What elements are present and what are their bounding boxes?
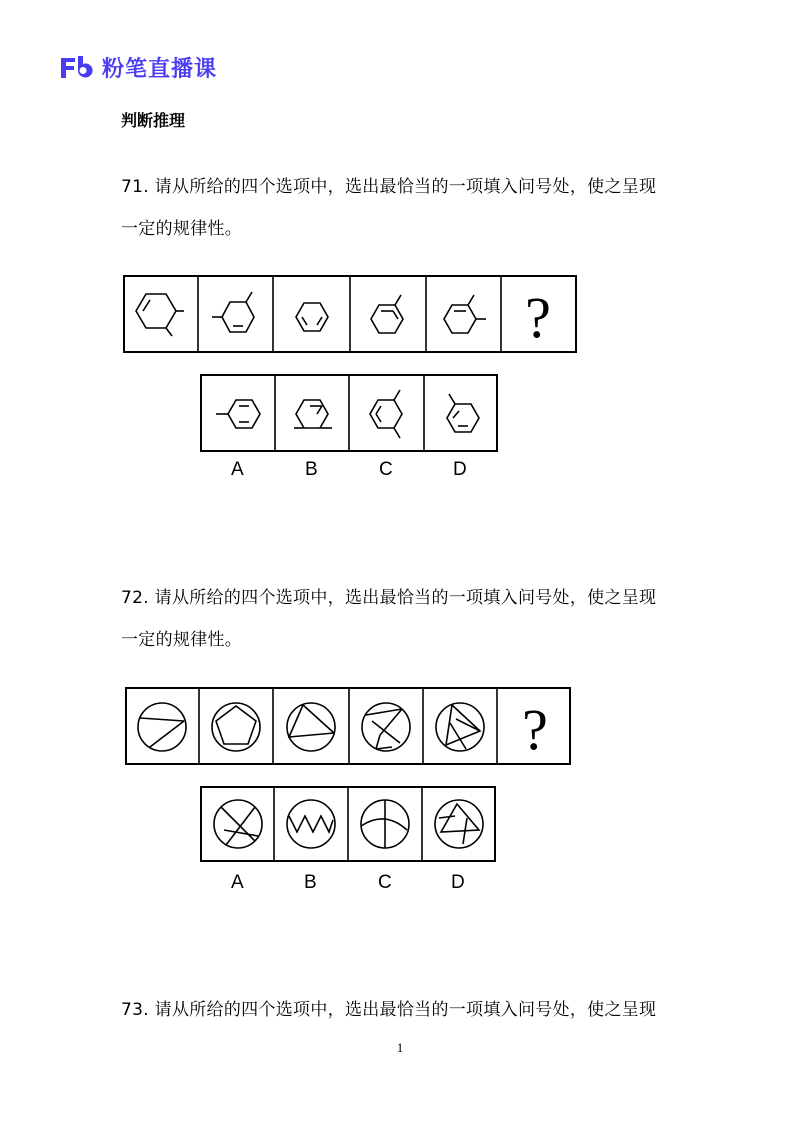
- q71-figure-3: [296, 303, 328, 331]
- q71-figure-2: [212, 292, 254, 332]
- question-71-text-cont: 一定的规律性。: [121, 219, 243, 239]
- q72-option-c-figure: [361, 800, 409, 848]
- q71-option-c-figure: [370, 390, 402, 438]
- question-73-text: 73. 请从所给的四个选项中，选出最恰当的一项填入问号处，使之呈现: [121, 1000, 657, 1020]
- question-71-text: 71. 请从所给的四个选项中，选出最恰当的一项填入问号处，使之呈现: [121, 177, 657, 197]
- q71-option-figures: [200, 374, 500, 454]
- section-title: 判断推理: [121, 111, 186, 130]
- question-72-text-cont: 一定的规律性。: [121, 630, 243, 650]
- q72-option-d-figure: [435, 800, 483, 848]
- q72-question-mark: ?: [522, 697, 548, 762]
- q71-option-c-label: C: [379, 459, 393, 480]
- q71-figure-1: [136, 294, 184, 336]
- q72-option-b-figure: [287, 800, 335, 848]
- q71-figure-5: [444, 295, 486, 333]
- q71-question-mark: ?: [525, 285, 551, 350]
- q71-option-d-label: D: [453, 459, 467, 480]
- fb-logo-icon: [58, 52, 96, 82]
- q71-option-b-label: B: [305, 459, 318, 480]
- q72-figure-1: [138, 703, 186, 751]
- q71-option-a-label: A: [231, 459, 244, 480]
- page-number: 1: [396, 1040, 404, 1055]
- q72-figure-2: [212, 703, 260, 751]
- q72-figure-4: [362, 703, 410, 751]
- q72-option-a-label: A: [231, 872, 244, 893]
- q72-figure-5: [436, 703, 484, 751]
- q72-question-figures: [125, 687, 573, 767]
- q71-option-b-figure: [294, 400, 332, 428]
- brand-name: 粉笔直播课: [102, 56, 218, 82]
- q71-question-figures: [122, 275, 578, 355]
- q71-option-d-figure: [447, 394, 479, 432]
- q71-figure-4: [371, 295, 403, 333]
- q72-option-b-label: B: [304, 872, 317, 893]
- q72-option-d-label: D: [451, 872, 465, 893]
- brand-logo: [58, 52, 217, 82]
- q72-figure-3: [287, 703, 335, 751]
- q71-option-a-figure: [216, 400, 260, 428]
- question-72-text: 72. 请从所给的四个选项中，选出最恰当的一项填入问号处，使之呈现: [121, 588, 657, 608]
- q72-option-figures: [200, 786, 498, 864]
- q72-option-c-label: C: [378, 872, 392, 893]
- q72-option-a-figure: [214, 800, 262, 848]
